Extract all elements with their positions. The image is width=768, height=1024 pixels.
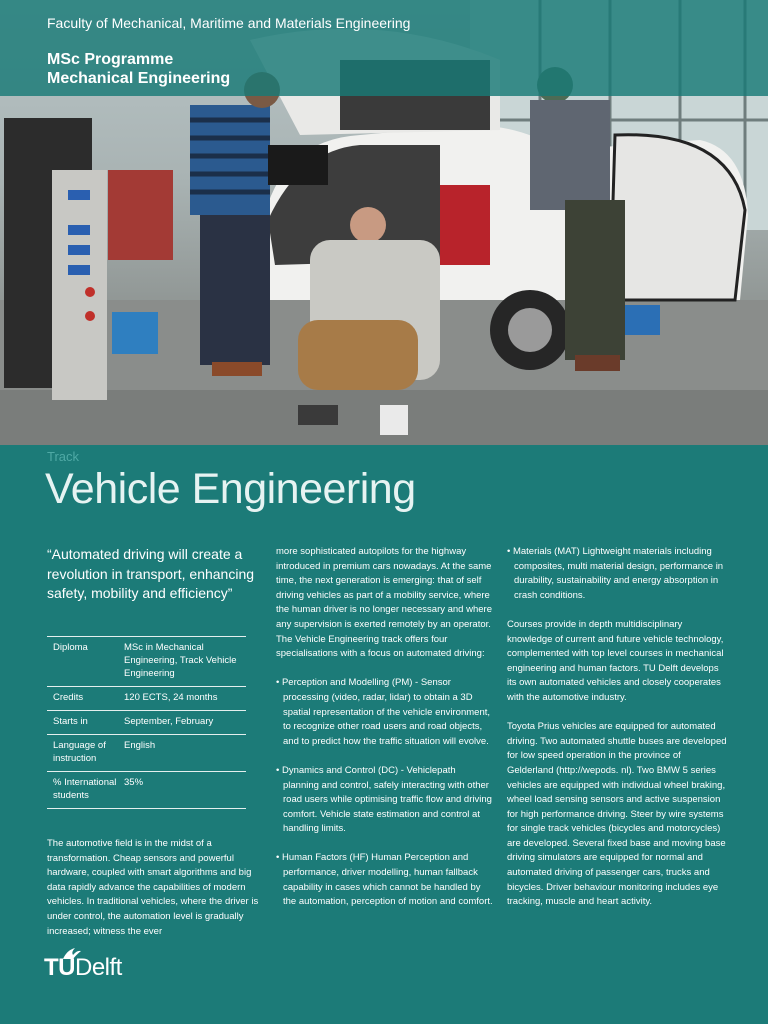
logo-delft: Delft [75, 954, 122, 981]
specialisation-perception: • Perception and Modelling (PM) - Sensor processing (video, radar, lidar) to obtain a 3D spatial representation of the vehicle environment, to recognize other road users and road objects, and to predict how the traffic situation will evolve. [276, 677, 491, 747]
body-paragraph: Toyota Prius vehicles are equipped for automated driving. Two automated shuttle buses are developed for low speed operation in the province of Gelderland (http://wepods. nl). Two BMW 5 series vehicles are equipped with individual wheel braking, wheel load sensing sensors and active suspension for high performance driving. Steer by wire systems for single track vehicles (bicycles and motorcycles) are developed. Several fixed base and moving base driving simulators are equipped for normal and automated driving of passenger cars, trucks and bicycles. Driver behaviour monitoring includes eye tracking, muscle and heart activity. [507, 721, 727, 908]
pull-quote: “Automated driving will create a revolution in transport, enhancing safety, mobility and efficiency” [47, 546, 255, 601]
logo-tu: TU [44, 954, 75, 981]
column-3 [507, 545, 727, 924]
fact-row-starts [47, 711, 246, 735]
fact-value: MSc in Mechanical Engineering, Track Vehicle Engineering [124, 642, 237, 679]
fact-value: English [124, 740, 156, 751]
fact-row-credits [47, 687, 246, 711]
fact-value: September, February [124, 716, 214, 727]
specialisation-materials: • Materials (MAT) Lightweight materials including composites, multi material design, performance in durability, sustainability and energy absorption in crash conditions. [507, 546, 724, 601]
fact-key: Starts in [53, 716, 88, 727]
faculty-name: Faculty of Mechanical, Maritime and Materials Engineering [47, 15, 411, 31]
track-label: Track [47, 449, 80, 464]
specialisation-dynamics: • Dynamics and Control (DC) - Vehiclepath planning and control, safely interacting with other road users while optimising traffic flow and driving comfort. Vehicle state estimation and control at handling limits. [276, 764, 492, 835]
body-paragraph: Courses provide in depth multidisciplinary knowledge of current and future vehicle technology, complemented with top level courses in mechanical engineering and human factors. TU Delft develops its own automated vehicles and closely cooperates with the automotive industry. [507, 618, 724, 703]
page-title: Vehicle Engineering [45, 465, 416, 513]
hero-photo [0, 0, 768, 445]
fact-key: Diploma [53, 642, 88, 653]
fact-value: 120 ECTS, 24 months [124, 692, 218, 703]
column-2 [276, 545, 494, 924]
fact-key: % International students [53, 777, 117, 801]
fact-row-international [47, 772, 246, 809]
programme-title [47, 50, 230, 88]
tu-delft-logo [44, 946, 154, 986]
fact-key: Language of instruction [53, 740, 106, 764]
specialisation-human-factors: • Human Factors (HF) Human Perception and performance, driver modelling, human fallback capability in cases which cannot be handled by the automation, perception of motion and comfort. [276, 852, 493, 908]
programme-line-1: MSc Programme [47, 51, 174, 68]
facts-table [47, 636, 246, 809]
fact-row-diploma [47, 637, 246, 687]
fact-row-language [47, 735, 246, 772]
programme-line-2: Mechanical Engineering [47, 70, 231, 87]
body-paragraph: more sophisticated autopilots for the highway introduced in premium cars nowadays. At the same time, the next generation is emerging: that of self driving vehicles as part of a mobility service, where the human driver is no longer necessary and where any supervision is exerted remotely by an operator. The Vehicle Engineering track offers four specialisations with a focus on automated driving: [276, 546, 492, 660]
intro-paragraph: The automotive field is in the midst of a transformation. Cheap sensors and powerful hardware, coupled with smart algorithms and big data rapidly advance the capabilities of modern vehicles. In traditional vehicles, where the driver is under control, the automation level is gradually increased; witness the ever [47, 838, 259, 937]
fact-value: 35% [124, 777, 144, 788]
fact-key: Credits [53, 692, 84, 703]
